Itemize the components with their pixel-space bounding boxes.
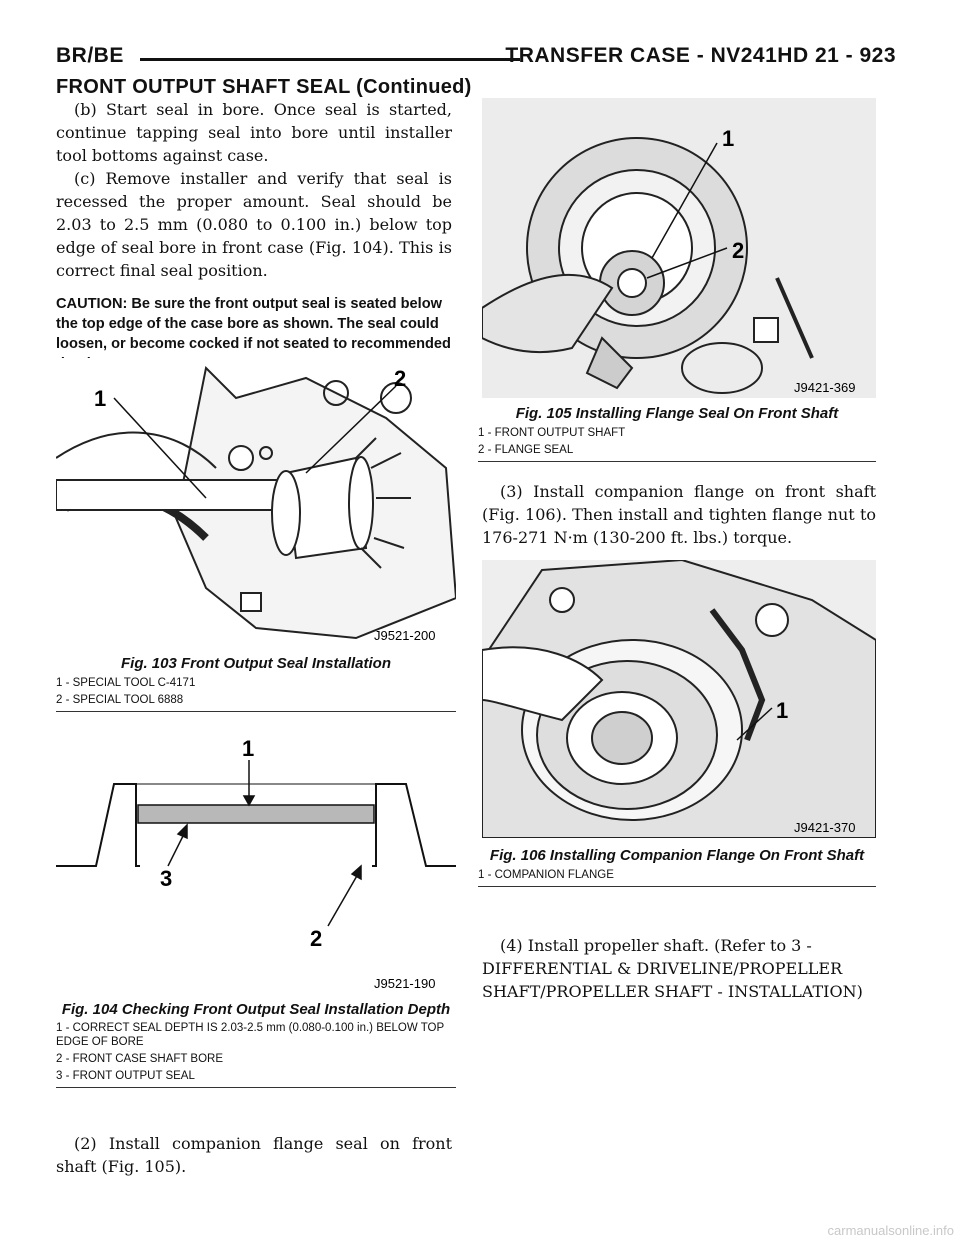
fig105-callout-2: 2 xyxy=(732,238,745,263)
fig106-legend-1: 1 - COMPANION FLANGE xyxy=(478,869,614,881)
fig106-image xyxy=(482,560,876,838)
fig105-callout-1: 1 xyxy=(722,126,735,151)
header-section-page: TRANSFER CASE - NV241HD 21 - 923 xyxy=(505,44,896,67)
fig104-legend-1: 1 - CORRECT SEAL DEPTH IS 2.03-2.5 mm (0.080-0.100 in.) BELOW TOP EDGE OF BORE xyxy=(56,1022,444,1048)
right-column-step-4 xyxy=(482,934,876,1003)
step-3: (3) Install companion flange on front shaft (Fig. 106). Then install and tighten flange nut to 176-271 N·m (130-200 ft. lbs.) torque. xyxy=(482,482,876,547)
fig106-callout-1: 1 xyxy=(776,698,789,723)
fig104-callout-2: 2 xyxy=(310,926,323,951)
fig106-code: J9421-370 xyxy=(794,820,856,835)
fig103-legend-2: 2 - SPECIAL TOOL 6888 xyxy=(56,694,184,706)
fig105-title: Fig. 105 Installing Flange Seal On Front Shaft xyxy=(515,405,839,422)
fig105-legend-1: 1 - FRONT OUTPUT SHAFT xyxy=(478,427,626,439)
fig103-image xyxy=(56,358,456,650)
fig104-title: Fig. 104 Checking Front Output Seal Installation Depth xyxy=(61,1001,451,1018)
fig105-illustration xyxy=(482,98,876,398)
fig106-divider xyxy=(478,886,876,887)
fig104-illustration xyxy=(56,726,456,996)
fig104-callout-1: 1 xyxy=(242,736,255,761)
fig105-code: J9421-369 xyxy=(794,380,856,395)
fig104-code: J9521-190 xyxy=(374,976,436,991)
fig103-code: J9521-200 xyxy=(374,628,436,643)
left-column-bottom xyxy=(56,1132,452,1178)
fig106-caption xyxy=(478,846,876,887)
fig106-illustration xyxy=(482,560,876,838)
header-model: BR/BE xyxy=(56,44,124,67)
fig103-divider xyxy=(56,711,456,712)
right-column-step-3 xyxy=(482,480,876,549)
fig104-legend-3: 3 - FRONT OUTPUT SEAL xyxy=(56,1070,195,1082)
fig106-title: Fig. 106 Installing Companion Flange On Front Shaft xyxy=(489,847,865,864)
caution-note: CAUTION: Be sure the front output seal is seated below the top edge of the case bore as shown. The seal could loosen, or become cocked if not seated to recommended xyxy=(56,296,451,352)
fig103-callout-2: 2 xyxy=(394,366,407,391)
fig105-divider xyxy=(478,461,876,462)
watermark: carmanualsonline.info xyxy=(827,1223,954,1238)
left-column-text xyxy=(56,98,452,374)
step-4: (4) Install propeller shaft. (Refer to 3 - DIFFERENTIAL & DRIVELINE/PROPELLER SHAFT/PROPELLER SHAFT - INSTALLATION) xyxy=(482,936,863,1001)
fig103-caption xyxy=(56,654,456,712)
fig103-illustration xyxy=(56,358,456,650)
fig104-callout-3: 3 xyxy=(160,866,173,891)
step-b: (b) Start seal in bore. Once seal is started, continue tapping seal into bore until installer tool bottoms against case. xyxy=(56,100,452,165)
fig105-legend-2: 2 - FLANGE SEAL xyxy=(478,444,574,456)
fig103-callout-1: 1 xyxy=(94,386,107,411)
fig104-caption xyxy=(56,1000,456,1088)
fig103-title: Fig. 103 Front Output Seal Installation xyxy=(120,655,392,672)
fig104-divider xyxy=(56,1087,456,1088)
fig103-legend-1: 1 - SPECIAL TOOL C-4171 xyxy=(56,677,196,689)
step-2: (2) Install companion flange seal on front shaft (Fig. 105). xyxy=(56,1134,452,1176)
fig105-image xyxy=(482,98,876,398)
fig104-image xyxy=(56,726,456,996)
fig105-caption xyxy=(478,404,876,462)
section-title: FRONT OUTPUT SHAFT SEAL (Continued) xyxy=(56,76,472,98)
fig104-legend-2: 2 - FRONT CASE SHAFT BORE xyxy=(56,1053,223,1065)
step-c: (c) Remove installer and verify that seal is recessed the proper amount. Seal should be 2.03 to 2.5 mm (0.080 to 0.100 in.) below top edge of seal bore in front case (Fig. 104). This is correct final seal position. xyxy=(56,169,452,280)
header-rule xyxy=(140,58,520,61)
